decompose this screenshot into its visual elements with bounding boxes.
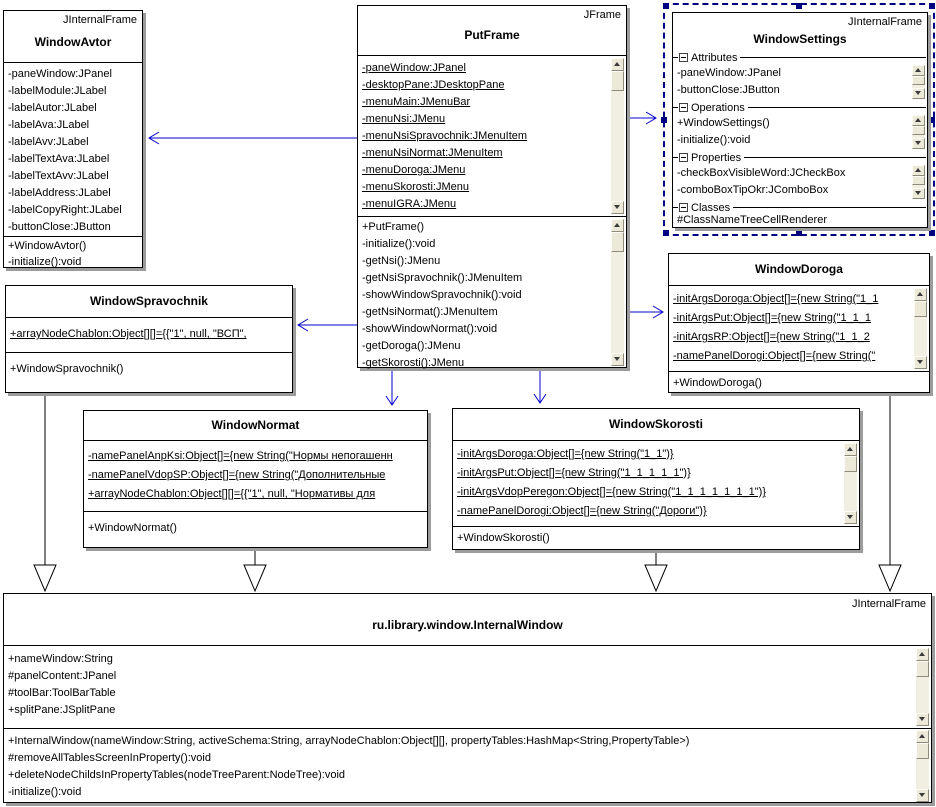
scrollbar-vertical[interactable] — [914, 288, 927, 369]
divider — [740, 57, 926, 58]
scroll-up-button[interactable] — [912, 165, 925, 176]
scroll-up-button[interactable] — [844, 443, 857, 456]
selection-handle[interactable] — [663, 230, 669, 236]
methods-compartment — [4, 728, 931, 804]
attributes-compartment — [453, 441, 859, 526]
method-row[interactable]: -initialize():void — [8, 786, 82, 798]
scroll-down-button[interactable] — [914, 356, 927, 369]
attributes-compartment — [6, 318, 292, 352]
section-label: Attributes — [691, 51, 738, 64]
divider — [733, 207, 926, 208]
section-label: Operations — [691, 101, 745, 114]
scroll-thumb[interactable] — [611, 232, 624, 252]
hollow-triangle-icon — [34, 565, 56, 591]
class-box-internalwindow[interactable] — [3, 593, 932, 803]
compartment-group-header — [673, 151, 927, 164]
scroll-down-button[interactable] — [912, 188, 925, 199]
operations-compartment — [673, 115, 927, 149]
selection-handle[interactable] — [796, 230, 802, 236]
divider — [673, 107, 678, 108]
attributes-compartment — [669, 286, 929, 371]
scroll-up-button[interactable] — [916, 730, 929, 743]
association-putframe-windowavtor[interactable] — [149, 132, 357, 144]
attribute-row[interactable]: -namePanelVdopSP:Object[]={new String("Дополнительные — [88, 469, 386, 481]
class-name[interactable]: PutFrame — [464, 28, 520, 42]
method-row[interactable]: -showWindowSpravochnik():void — [362, 289, 522, 301]
class-header — [4, 594, 931, 646]
scrollbar-vertical[interactable] — [912, 165, 925, 199]
stereotype-label: JInternalFrame — [852, 598, 926, 610]
attribute-row[interactable]: +arrayNodeChablon:Object[][]={{"1", null, "ВСП", — [10, 328, 247, 340]
methods-compartment — [6, 352, 292, 394]
association-putframe-windowdoroga[interactable] — [627, 306, 663, 318]
method-row[interactable]: -showWindowNormat():void — [362, 323, 498, 335]
property-row[interactable]: -comboBoxTipOkr:JComboBox — [677, 184, 829, 196]
method-row[interactable]: -getNsiSpravochnik():JMenuItem — [362, 272, 523, 284]
methods-compartment — [669, 371, 929, 394]
methods-compartment — [84, 511, 427, 549]
scroll-up-button[interactable] — [916, 648, 929, 661]
method-row[interactable]: -initialize():void — [677, 134, 751, 146]
attribute-row[interactable]: -labelAutor:JLabel — [8, 102, 97, 114]
attribute-row[interactable]: -menuNsi:JMenu — [362, 113, 446, 125]
methods-compartment — [358, 216, 626, 369]
attributes-compartment — [358, 56, 626, 216]
divider — [673, 157, 678, 158]
attribute-row[interactable]: -menuNsiSpravochnik:JMenuItem — [362, 130, 528, 142]
attribute-row[interactable]: -labelAvv:JLabel — [8, 136, 89, 148]
class-name[interactable]: WindowSettings — [753, 32, 847, 46]
class-header — [358, 6, 626, 56]
attribute-row[interactable]: -namePanelDorogi:Object[]={new String(" — [673, 350, 876, 362]
class-box-windowavtor[interactable] — [3, 10, 143, 268]
class-box-windownormat[interactable] — [83, 410, 428, 548]
scrollbar-vertical[interactable] — [611, 219, 624, 366]
attributes-compartment — [673, 65, 927, 99]
class-box-windowspravochnik[interactable] — [5, 285, 293, 393]
scroll-up-button[interactable] — [611, 58, 624, 71]
attribute-row[interactable]: -initArgsDoroga:Object[]={new String("1_1 — [673, 293, 879, 305]
open-arrow-icon — [386, 396, 398, 405]
attribute-row[interactable]: -menuMain:JMenuBar — [362, 96, 471, 108]
scroll-up-button[interactable] — [611, 219, 624, 232]
attributes-compartment — [4, 646, 931, 728]
generalization-windowskorosti-internalwindow[interactable] — [645, 550, 667, 591]
class-name[interactable]: WindowNormat — [211, 418, 300, 432]
selection-handle[interactable] — [663, 3, 669, 9]
method-row[interactable]: #removeAllTablesScreenInProperty():void — [8, 752, 211, 764]
attributes-compartment — [84, 441, 427, 511]
section-label: Properties — [691, 151, 742, 164]
compartment-group-header — [673, 101, 927, 114]
attribute-row[interactable]: -paneWindow:JPanel — [677, 67, 781, 79]
generalization-windownormat-internalwindow[interactable] — [244, 548, 266, 591]
association-putframe-windowsettings[interactable] — [627, 112, 656, 124]
scroll-down-button[interactable] — [611, 353, 624, 366]
divider — [673, 57, 678, 58]
scroll-thumb[interactable] — [912, 176, 925, 185]
divider — [744, 157, 926, 158]
properties-compartment — [673, 165, 927, 199]
open-arrow-icon — [646, 112, 656, 124]
scrollbar-vertical[interactable] — [844, 443, 857, 524]
attribute-row[interactable]: -labelCopyRight:JLabel — [8, 204, 122, 216]
association-putframe-windowspravochnik[interactable] — [298, 319, 357, 331]
method-row[interactable]: -getNsi():JMenu — [362, 255, 441, 267]
method-row[interactable]: +WindowSettings() — [677, 117, 770, 129]
attributes-compartment — [4, 63, 142, 236]
attribute-row[interactable]: +arrayNodeChablon:Object[][]={{"1", null, "Нормативы для — [88, 488, 376, 500]
association-putframe-windowskorosti[interactable] — [534, 370, 546, 403]
attribute-row[interactable]: -initArgsRP:Object[]={new String("1_1_2 — [673, 331, 870, 343]
method-row[interactable]: +WindowNormat() — [88, 522, 177, 534]
methods-compartment — [4, 236, 142, 269]
attribute-row[interactable]: -labelTextAva:JLabel — [8, 153, 110, 165]
collapse-icon[interactable] — [679, 53, 688, 62]
scroll-up-button[interactable] — [912, 115, 925, 126]
hollow-triangle-icon — [879, 565, 901, 591]
scroll-thumb[interactable] — [914, 301, 927, 317]
class-name[interactable]: ru.library.window.InternalWindow — [372, 618, 563, 632]
stereotype-label: JInternalFrame — [63, 14, 137, 26]
stereotype-label: JFrame — [583, 9, 621, 21]
attribute-row[interactable]: -initArgsVdopPeregon:Object[]={new String("1_1_1_1_1_1_1")} — [457, 486, 766, 498]
class-header — [669, 254, 929, 286]
scroll-thumb[interactable] — [916, 661, 929, 677]
method-row[interactable]: +deleteNodeChildsInPropertyTables(nodeTreeParent:NodeTree):void — [8, 769, 346, 781]
class-header — [6, 286, 292, 318]
class-row[interactable]: #ClassNameTreeCellRenderer — [677, 214, 827, 226]
attribute-row[interactable]: -menuDoroga:JMenu — [362, 164, 466, 176]
selection-handle[interactable] — [929, 3, 935, 9]
scroll-down-button[interactable] — [611, 201, 624, 214]
attribute-row[interactable]: -menuIGRA:JMenu — [362, 198, 457, 210]
scrollbar-vertical[interactable] — [912, 115, 925, 149]
attribute-row[interactable]: -menuNsiNormat:JMenuItem — [362, 147, 503, 159]
attribute-row[interactable]: -paneWindow:JPanel — [362, 62, 466, 74]
classes-compartment — [673, 212, 927, 229]
divider — [748, 107, 926, 108]
scrollbar-vertical[interactable] — [912, 65, 925, 99]
hollow-triangle-icon — [244, 565, 266, 591]
methods-compartment — [453, 526, 859, 551]
class-name[interactable]: WindowSpravochnik — [90, 294, 208, 308]
method-row[interactable]: +WindowDoroga() — [673, 377, 762, 389]
attribute-row[interactable]: -labelTextAvv:JLabel — [8, 170, 109, 182]
open-arrow-icon — [534, 394, 546, 403]
section-label: Classes — [691, 201, 731, 214]
collapse-icon[interactable] — [679, 153, 688, 162]
collapse-icon[interactable] — [679, 203, 688, 212]
attribute-row[interactable]: -labelAddress:JLabel — [8, 187, 111, 199]
class-header — [84, 411, 427, 441]
method-row[interactable]: +WindowAvtor() — [8, 240, 87, 252]
scroll-down-button[interactable] — [916, 713, 929, 726]
selection-handle[interactable] — [929, 117, 935, 123]
method-row[interactable]: -initialize():void — [362, 238, 436, 250]
scrollbar-vertical[interactable] — [611, 58, 624, 214]
method-row[interactable]: -getSkorosti():JMenu — [362, 357, 465, 369]
attribute-row[interactable]: -namePanelAnpKsi:Object[]={new String("Нормы непогашенн — [88, 450, 393, 462]
attribute-row[interactable]: -labelModule:JLabel — [8, 85, 107, 97]
generalization-windowdoroga-internalwindow[interactable] — [879, 393, 901, 591]
stereotype-label: JInternalFrame — [848, 16, 922, 28]
method-row[interactable]: -getNsiNormat():JMenuItem — [362, 306, 498, 318]
selection-handle[interactable] — [929, 230, 935, 236]
class-box-windowdoroga[interactable] — [668, 253, 930, 393]
scroll-thumb[interactable] — [611, 71, 624, 91]
attribute-row[interactable]: #panelContent:JPanel — [8, 670, 117, 682]
open-arrow-icon — [149, 132, 159, 144]
attribute-row[interactable]: -initArgsPut:Object[]={new String("1_1_1 — [673, 312, 872, 324]
selection-handle[interactable] — [796, 3, 802, 9]
open-arrow-icon — [298, 319, 308, 331]
scroll-down-button[interactable] — [844, 511, 857, 524]
attribute-row[interactable]: -buttonClose:JButton — [8, 221, 111, 233]
open-arrow-icon — [653, 306, 663, 318]
class-name[interactable]: WindowDoroga — [755, 262, 843, 276]
attribute-row[interactable]: -buttonClose:JButton — [677, 84, 780, 96]
hollow-triangle-icon — [645, 565, 667, 591]
scrollbar-vertical[interactable] — [916, 730, 929, 802]
scrollbar-vertical[interactable] — [916, 648, 929, 726]
class-name[interactable]: WindowSkorosti — [609, 417, 703, 431]
generalization-windowspravochnik-internalwindow[interactable] — [34, 393, 56, 591]
method-row[interactable]: +PutFrame() — [362, 221, 425, 233]
scroll-down-button[interactable] — [912, 138, 925, 149]
compartment-group-header — [673, 51, 927, 64]
property-row[interactable]: -checkBoxVisibleWord:JCheckBox — [677, 167, 846, 179]
class-header — [673, 13, 927, 49]
collapse-icon[interactable] — [679, 103, 688, 112]
method-row[interactable]: +WindowSkorosti() — [457, 532, 550, 544]
attribute-row[interactable]: -desktopPane:JDesktopPane — [362, 79, 505, 91]
attribute-row[interactable]: -initArgsDoroga:Object[]={new String("1_1")} — [457, 448, 674, 460]
scroll-up-button[interactable] — [912, 65, 925, 76]
method-row[interactable]: -getDoroga():JMenu — [362, 340, 461, 352]
method-row[interactable]: +InternalWindow(nameWindow:String, activeSchema:String, arrayNodeChablon:Object[][], propertyTables:HashMap<String,PropertyTable>) — [8, 735, 690, 747]
class-box-windowskorosti[interactable] — [452, 408, 860, 550]
selection-handle[interactable] — [661, 117, 667, 123]
class-header — [453, 409, 859, 441]
scroll-down-button[interactable] — [916, 789, 929, 802]
association-putframe-windownormat[interactable] — [386, 370, 398, 405]
class-name[interactable]: WindowAvtor — [34, 35, 112, 49]
attribute-row[interactable]: -namePanelDorogi:Object[]={new String("Дороги")} — [457, 505, 707, 517]
method-row[interactable]: -initialize():void — [8, 256, 82, 268]
scroll-thumb[interactable] — [916, 743, 929, 759]
attribute-row[interactable]: -paneWindow:JPanel — [8, 68, 112, 80]
scroll-down-button[interactable] — [912, 88, 925, 99]
method-row[interactable]: +WindowSpravochnik() — [10, 363, 124, 375]
attribute-row[interactable]: +nameWindow:String — [8, 653, 113, 665]
attribute-row[interactable]: #toolBar:ToolBarTable — [8, 687, 116, 699]
attribute-row[interactable]: +splitPane:JSplitPane — [8, 704, 116, 716]
class-box-putframe[interactable] — [357, 5, 627, 368]
attribute-row[interactable]: -labelAva:JLabel — [8, 119, 90, 131]
scroll-thumb[interactable] — [844, 456, 857, 472]
scroll-up-button[interactable] — [914, 288, 927, 301]
attribute-row[interactable]: -menuSkorosti:JMenu — [362, 181, 469, 193]
divider — [673, 207, 678, 208]
class-box-windowsettings[interactable] — [672, 12, 928, 228]
scroll-thumb[interactable] — [912, 76, 925, 85]
attribute-row[interactable]: -initArgsPut:Object[]={new String("1_1_1_1_1")} — [457, 467, 691, 479]
scroll-thumb[interactable] — [912, 126, 925, 135]
class-header — [4, 11, 142, 63]
